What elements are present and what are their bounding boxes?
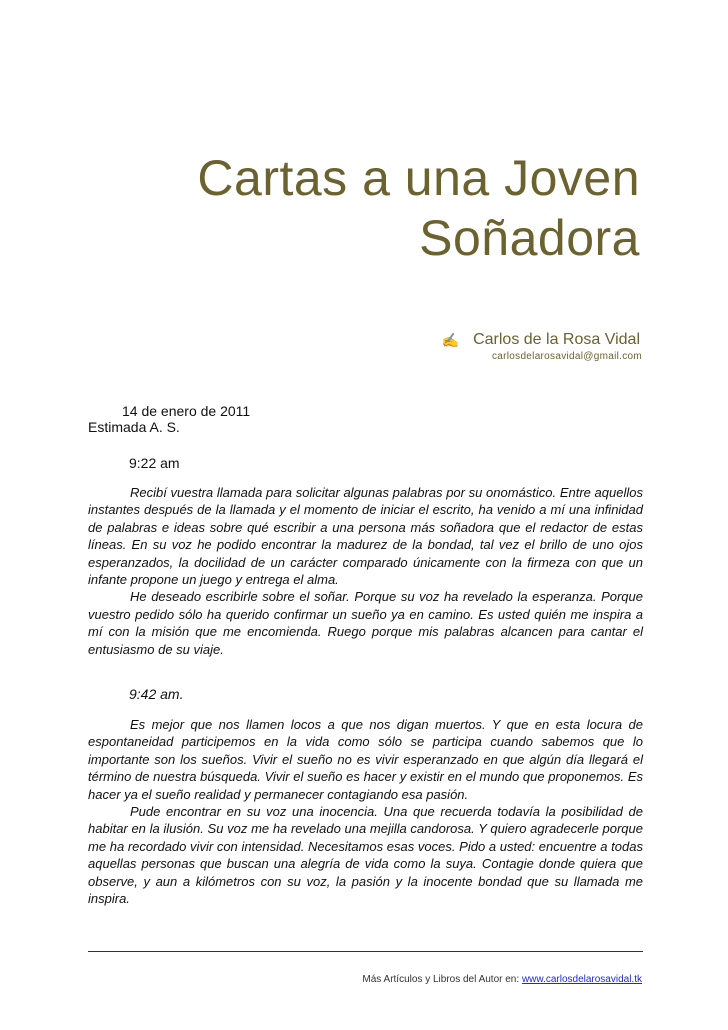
author-byline bbox=[442, 331, 640, 349]
footer bbox=[362, 974, 642, 985]
title-line-1: Cartas a una Joven bbox=[197, 150, 640, 206]
footer-text: Más Artículos y Libros del Autor en: bbox=[362, 974, 522, 985]
timestamp-1: 9:22 am bbox=[129, 455, 180, 471]
paragraph: Recibí vuestra llamada para solicitar algunas palabras por su onomástico. Entre aquellos instantes después de la llamada y el momento de iniciar el escrito, ha venido a mí una infinidad de palabras e ideas sobre qué escribir a una persona más soñadora que el redactor de estas líneas. En su voz he podido encontrar la madurez de la bondad, tal vez el brillo de uno ojos esperanzados, la docilidad de un carácter comparado únicamente con la firmeza con que un infante propone un juego y entrega el alma. bbox=[88, 485, 643, 588]
author-website-link[interactable]: www.carlosdelarosavidal.tk bbox=[521, 974, 642, 985]
paragraph: Es mejor que nos llamen locos a que nos digan muertos. Y que en esta locura de espontaneidad participemos en la vida como sólo se participa cuando sabemos que lo importante son los sueños. Vivir el sueño no es vivir esperanzado en que algún día llegará el término de nuestra búsqueda. Vivir el sueño es hacer y existir en el mundo que proponemos. Es hacer ya el sueño realidad y permanecer contagiando esa pasión. bbox=[88, 717, 643, 802]
author-email: carlosdelarosavidal@gmail.com bbox=[491, 351, 642, 362]
author-name: Carlos de la Rosa Vidal bbox=[473, 331, 640, 348]
letter-date: 14 de enero de 2011 bbox=[122, 403, 251, 419]
letter-salutation: Estimada A. S. bbox=[88, 419, 180, 435]
letter-section-2 bbox=[88, 716, 643, 907]
paragraph: Pude encontrar en su voz una inocencia. Una que recuerda todavía la posibilidad de habitar en la ilusión. Su voz me ha revelado una mejilla candorosa. Y quiero agradecerle porque me ha recordado vivir con intensidad. Necesitamos esas voces. Pido a usted: encuentre a todas aquellas personas que buscan una alegría de vida como la suya. Contagie donde quiera que observe, y aun a kilómetros con su voz, la pasión y la inocente bondad que su llamada me inspira. bbox=[88, 804, 643, 907]
footer-divider bbox=[88, 951, 643, 952]
timestamp-2: 9:42 am. bbox=[129, 686, 184, 702]
letter-section-1 bbox=[88, 484, 643, 658]
writing-hand-icon: ✍ bbox=[441, 331, 460, 348]
document-title bbox=[88, 148, 640, 268]
title-line-2: Soñadora bbox=[419, 210, 640, 266]
paragraph: He deseado escribirle sobre el soñar. Porque su voz ha revelado la esperanza. Porque vuestro pedido sólo ha querido confirmar un sueño ya en camino. Es usted quién me inspira a mí con la misión que me encomienda. Ruego porque mis palabras alcancen para cantar el entusiasmo de su viaje. bbox=[88, 589, 643, 657]
